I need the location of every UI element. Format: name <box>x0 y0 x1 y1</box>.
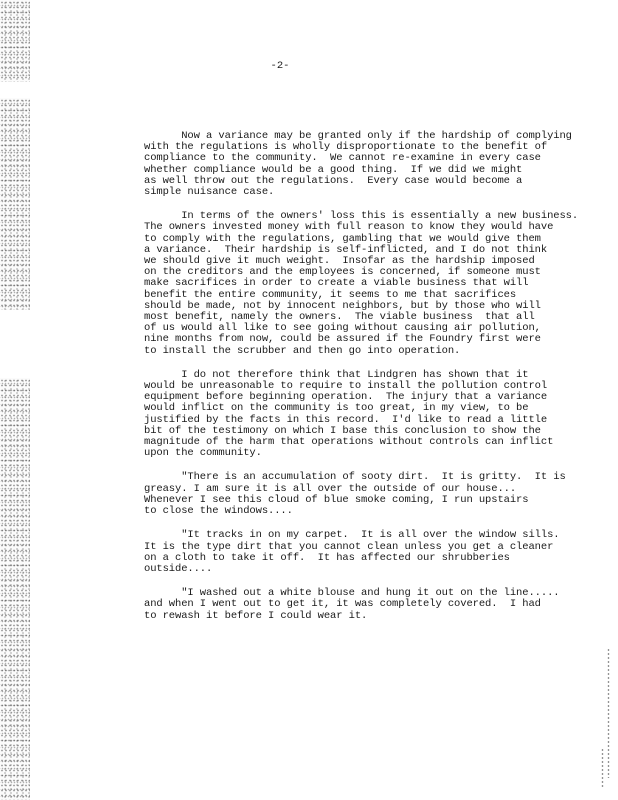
text-line: as well throw out the regulations. Every case would become a <box>144 174 523 187</box>
text-line: whether compliance would be a good thing. If we did we might <box>144 163 523 176</box>
text-line: would inflict on the community is too great, in my view, to be <box>144 402 529 415</box>
scan-edge-mark <box>601 748 604 788</box>
text-line: make sacrifices in order to create a viable business that will <box>144 277 529 290</box>
paragraph-conclusion <box>144 370 584 460</box>
text-line: magnitude of the harm that operations without controls can inflict <box>144 436 554 449</box>
text-line: It is the type dirt that you cannot clean unless you get a cleaner <box>144 540 554 553</box>
text-line: Now a variance may be granted only if the hardship of complying <box>144 130 572 142</box>
scan-edge-mark <box>607 648 610 778</box>
text-line: to comply with the regulations, gambling that we would give them <box>144 232 541 245</box>
page-number: -2- <box>270 60 290 72</box>
text-line: to close the windows.... <box>144 505 293 518</box>
text-line: I do not therefore think that Lindgren has shown that it <box>144 368 529 381</box>
text-line: Whenever I see this cloud of blue smoke coming, I run upstairs <box>144 493 529 506</box>
text-line: In terms of the owners' loss this is essentially a new business. <box>144 210 579 223</box>
paragraph-owners-loss <box>144 211 584 357</box>
text-line: on the creditors and the employees is concerned, if someone must <box>144 266 541 279</box>
text-line: "I washed out a white blouse and hung it out on the line..... <box>144 587 560 600</box>
document-body <box>144 131 584 635</box>
text-line: a variance. Their hardship is self-inflicted, and I do not think <box>144 243 548 256</box>
scan-noise-middle <box>0 98 30 310</box>
text-line: benefit the entire community, it seems to me that sacrifices <box>144 288 517 301</box>
text-line: on a cloth to take it off. It has affected our shrubberies <box>144 551 510 564</box>
paragraph-variance-standard <box>144 131 584 198</box>
text-line: greasy. I am sure it is all over the outside of our house... <box>144 482 517 495</box>
text-line: "There is an accumulation of sooty dirt. It is gritty. It is <box>144 471 566 484</box>
text-line: with the regulations is wholly disproportionate to the benefit of <box>144 141 548 154</box>
text-line: The owners invested money with full reason to know they would have <box>144 221 554 234</box>
testimony-quote-sooty-dirt <box>144 472 584 517</box>
text-line: upon the community. <box>144 447 262 460</box>
text-line: should be made, not by innocent neighbors, but by those who will <box>144 299 541 312</box>
text-line: simple nuisance case. <box>144 186 275 199</box>
text-line: justified by the facts in this record. I'd like to read a little <box>144 413 548 426</box>
text-line: "It tracks in on my carpet. It is all over the window sills. <box>144 529 560 542</box>
text-line: and when I went out to get it, it was completely covered. I had <box>144 598 541 611</box>
text-line: to rewash it before I could wear it. <box>144 609 368 622</box>
testimony-quote-carpet <box>144 530 584 575</box>
text-line: we should give it much weight. Insofar as the hardship imposed <box>144 255 535 268</box>
text-line: most benefit, namely the owners. The viable business that all <box>144 311 535 324</box>
text-line: bit of the testimony on which I base this conclusion to show the <box>144 424 541 437</box>
text-line: outside.... <box>144 562 213 575</box>
text-line: compliance to the community. We cannot re-examine in every case <box>144 152 541 165</box>
text-line: equipment before beginning operation. The injury that a variance <box>144 391 548 404</box>
text-line: of us would all like to see going without causing air pollution, <box>144 322 541 335</box>
testimony-quote-blouse <box>144 588 584 622</box>
text-line: nine months from now, could be assured if the Foundry first were <box>144 333 541 346</box>
scan-noise-lower <box>0 378 30 800</box>
text-line: would be unreasonable to require to install the pollution control <box>144 380 548 393</box>
text-line: to install the scrubber and then go into operation. <box>144 344 461 357</box>
